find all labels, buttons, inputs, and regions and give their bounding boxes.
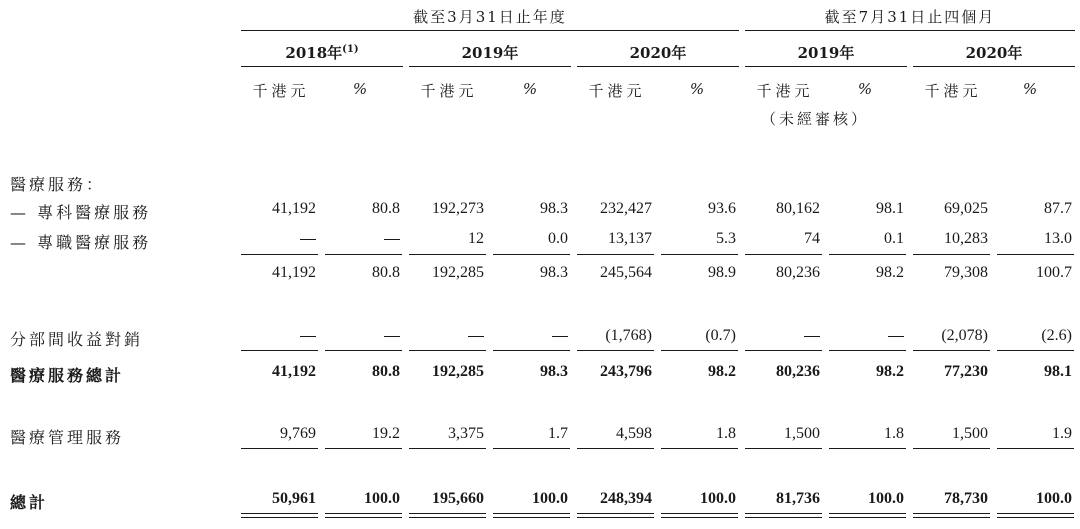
intersegment-rule bbox=[913, 350, 990, 351]
pct-label-2019-four-months: % bbox=[857, 80, 873, 98]
subtotal-rule bbox=[493, 254, 570, 255]
table-cell: 232,427 bbox=[600, 200, 652, 217]
unit-label-2020-four-months: 千港元 bbox=[924, 82, 982, 100]
table-cell: 41,192 bbox=[272, 363, 316, 380]
table-cell: 0.1 bbox=[884, 230, 904, 247]
header-year-2019: 2019年 bbox=[461, 44, 519, 62]
year-rule-2019-four-months bbox=[745, 66, 907, 67]
grand-total-double-rule bbox=[325, 513, 402, 514]
grand-total-double-rule bbox=[409, 517, 486, 518]
pct-label-2019: % bbox=[522, 80, 538, 98]
table-cell: (2,078) bbox=[941, 327, 988, 344]
intersegment-rule bbox=[409, 350, 486, 351]
table-cell: 12 bbox=[468, 230, 484, 247]
table-cell: 1.8 bbox=[716, 425, 736, 442]
unaudited-label: （未經審核） bbox=[760, 110, 869, 128]
subtotal-rule bbox=[409, 254, 486, 255]
grand-total-double-rule bbox=[997, 513, 1074, 514]
table-cell bbox=[394, 327, 484, 345]
table-cell: 98.9 bbox=[708, 264, 736, 281]
table-cell: 1,500 bbox=[784, 425, 820, 442]
table-cell: 243,796 bbox=[600, 363, 652, 380]
pct-label-2020: % bbox=[689, 80, 705, 98]
grand-total-double-rule bbox=[913, 517, 990, 518]
management-rule bbox=[409, 448, 486, 449]
grand-total-double-rule bbox=[241, 517, 318, 518]
table-cell bbox=[310, 230, 400, 248]
row-label-management: 醫療管理服務 bbox=[10, 428, 125, 447]
table-cell: 80,236 bbox=[776, 264, 820, 281]
subtotal-rule bbox=[241, 254, 318, 255]
table-cell: 1.7 bbox=[548, 425, 568, 442]
table-cell: 41,192 bbox=[272, 264, 316, 281]
grand-total-double-rule bbox=[661, 517, 738, 518]
table-cell: 100.0 bbox=[364, 490, 400, 507]
grand-total-double-rule bbox=[913, 513, 990, 514]
management-rule bbox=[241, 448, 318, 449]
intersegment-rule bbox=[325, 350, 402, 351]
header-four-months-group: 截至7月31日止四個月 bbox=[824, 8, 996, 26]
table-cell: 192,285 bbox=[432, 363, 484, 380]
section-label-medical-services: 醫療服務： bbox=[10, 175, 106, 194]
table-cell: 100.0 bbox=[868, 490, 904, 507]
table-cell bbox=[226, 327, 316, 345]
table-cell: 80.8 bbox=[372, 264, 400, 281]
row-label-grand-total: 總計 bbox=[10, 493, 49, 512]
table-cell: (2.6) bbox=[1041, 327, 1072, 344]
table-cell: 80,236 bbox=[776, 363, 820, 380]
table-cell: 3,375 bbox=[448, 425, 484, 442]
table-cell: 195,660 bbox=[432, 490, 484, 507]
unit-label-2019: 千港元 bbox=[420, 82, 478, 100]
table-cell: 1,500 bbox=[952, 425, 988, 442]
table-cell: 98.1 bbox=[876, 200, 904, 217]
table-cell: 248,394 bbox=[600, 490, 652, 507]
table-cell: 80.8 bbox=[372, 200, 400, 217]
table-cell bbox=[478, 327, 568, 345]
table-cell: 93.6 bbox=[708, 200, 736, 217]
table-cell: 0.0 bbox=[548, 230, 568, 247]
table-cell: 79,308 bbox=[944, 264, 988, 281]
table-cell: 100.7 bbox=[1036, 264, 1072, 281]
table-cell: 5.3 bbox=[716, 230, 736, 247]
intersegment-rule bbox=[829, 350, 906, 351]
table-cell: 1.8 bbox=[884, 425, 904, 442]
subtotal-rule bbox=[661, 254, 738, 255]
row-label-specialist: — 專科醫療服務 bbox=[10, 203, 152, 222]
management-rule bbox=[661, 448, 738, 449]
year-rule-2020-four-months bbox=[913, 66, 1075, 67]
table-cell: 13,137 bbox=[608, 230, 652, 247]
pct-label-2018: % bbox=[352, 80, 368, 98]
table-cell: (0.7) bbox=[705, 327, 736, 344]
subtotal-rule bbox=[913, 254, 990, 255]
header-year-2020-four-months: 2020年 bbox=[965, 44, 1023, 62]
table-cell: 98.3 bbox=[540, 200, 568, 217]
table-cell: 10,283 bbox=[944, 230, 988, 247]
intersegment-rule bbox=[577, 350, 654, 351]
grand-total-double-rule bbox=[745, 517, 822, 518]
table-cell: 69,025 bbox=[944, 200, 988, 217]
unit-label-2020: 千港元 bbox=[588, 82, 646, 100]
unit-label-2018: 千港元 bbox=[252, 82, 310, 100]
table-cell: 98.2 bbox=[876, 363, 904, 380]
table-cell: 192,273 bbox=[432, 200, 484, 217]
table-cell: 74 bbox=[804, 230, 820, 247]
year-rule-2018 bbox=[241, 66, 403, 67]
grand-total-double-rule bbox=[577, 513, 654, 514]
grand-total-double-rule bbox=[493, 517, 570, 518]
footnote-marker: (1) bbox=[342, 44, 359, 55]
intersegment-rule bbox=[661, 350, 738, 351]
grand-total-double-rule bbox=[409, 513, 486, 514]
pct-label-2020-four-months: % bbox=[1022, 80, 1038, 98]
management-rule bbox=[829, 448, 906, 449]
header-fiscal-rule bbox=[241, 30, 739, 31]
table-cell: 4,598 bbox=[616, 425, 652, 442]
table-cell bbox=[814, 327, 904, 345]
table-cell bbox=[730, 327, 820, 345]
row-label-medical-total: 醫療服務總計 bbox=[10, 366, 125, 385]
row-label-allied-health: — 專職醫療服務 bbox=[10, 233, 152, 252]
table-cell: 98.3 bbox=[540, 363, 568, 380]
grand-total-double-rule bbox=[577, 517, 654, 518]
header-year-2019-four-months: 2019年 bbox=[797, 44, 855, 62]
header-year-2018: 2018年$^{(1)}$ bbox=[285, 44, 359, 62]
grand-total-double-rule bbox=[997, 517, 1074, 518]
grand-total-double-rule bbox=[661, 513, 738, 514]
table-cell: 1.9 bbox=[1052, 425, 1072, 442]
grand-total-double-rule bbox=[829, 513, 906, 514]
table-cell: 19.2 bbox=[372, 425, 400, 442]
intersegment-rule bbox=[493, 350, 570, 351]
year-rule-2020 bbox=[577, 66, 739, 67]
subtotal-rule bbox=[829, 254, 906, 255]
table-cell: 98.2 bbox=[876, 264, 904, 281]
subtotal-rule bbox=[577, 254, 654, 255]
management-rule bbox=[913, 448, 990, 449]
table-cell: 98.2 bbox=[708, 363, 736, 380]
header-fiscal-year-group: 截至3月31日止年度 bbox=[413, 8, 567, 26]
table-cell: 13.0 bbox=[1044, 230, 1072, 247]
table-cell: 100.0 bbox=[1036, 490, 1072, 507]
table-cell: 87.7 bbox=[1044, 200, 1072, 217]
table-cell: 100.0 bbox=[532, 490, 568, 507]
grand-total-double-rule bbox=[745, 513, 822, 514]
intersegment-rule bbox=[745, 350, 822, 351]
table-cell: 80.8 bbox=[372, 363, 400, 380]
subtotal-rule bbox=[997, 254, 1074, 255]
year-rule-2019 bbox=[409, 66, 571, 67]
table-cell: 78,730 bbox=[944, 490, 988, 507]
header-four-months-rule bbox=[745, 30, 1075, 31]
header-year-2020: 2020年 bbox=[629, 44, 687, 62]
grand-total-double-rule bbox=[829, 517, 906, 518]
unit-label-2019-four-months: 千港元 bbox=[756, 82, 814, 100]
table-cell: 9,769 bbox=[280, 425, 316, 442]
table-cell: 98.1 bbox=[1044, 363, 1072, 380]
table-cell: 41,192 bbox=[272, 200, 316, 217]
management-rule bbox=[577, 448, 654, 449]
intersegment-rule bbox=[997, 350, 1074, 351]
management-rule bbox=[745, 448, 822, 449]
table-cell: 98.3 bbox=[540, 264, 568, 281]
table-cell: 192,285 bbox=[432, 264, 484, 281]
grand-total-double-rule bbox=[241, 513, 318, 514]
management-rule bbox=[493, 448, 570, 449]
table-cell: 245,564 bbox=[600, 264, 652, 281]
table-cell: 81,736 bbox=[776, 490, 820, 507]
management-rule bbox=[325, 448, 402, 449]
row-label-intersegment: 分部間收益對銷 bbox=[10, 330, 144, 349]
subtotal-rule bbox=[325, 254, 402, 255]
table-cell: 77,230 bbox=[944, 363, 988, 380]
table-cell: 50,961 bbox=[272, 490, 316, 507]
table-cell: (1,768) bbox=[605, 327, 652, 344]
intersegment-rule bbox=[241, 350, 318, 351]
grand-total-double-rule bbox=[493, 513, 570, 514]
subtotal-rule bbox=[745, 254, 822, 255]
grand-total-double-rule bbox=[325, 517, 402, 518]
table-cell bbox=[226, 230, 316, 248]
management-rule bbox=[997, 448, 1074, 449]
table-cell: 100.0 bbox=[700, 490, 736, 507]
table-cell bbox=[310, 327, 400, 345]
table-cell: 80,162 bbox=[776, 200, 820, 217]
